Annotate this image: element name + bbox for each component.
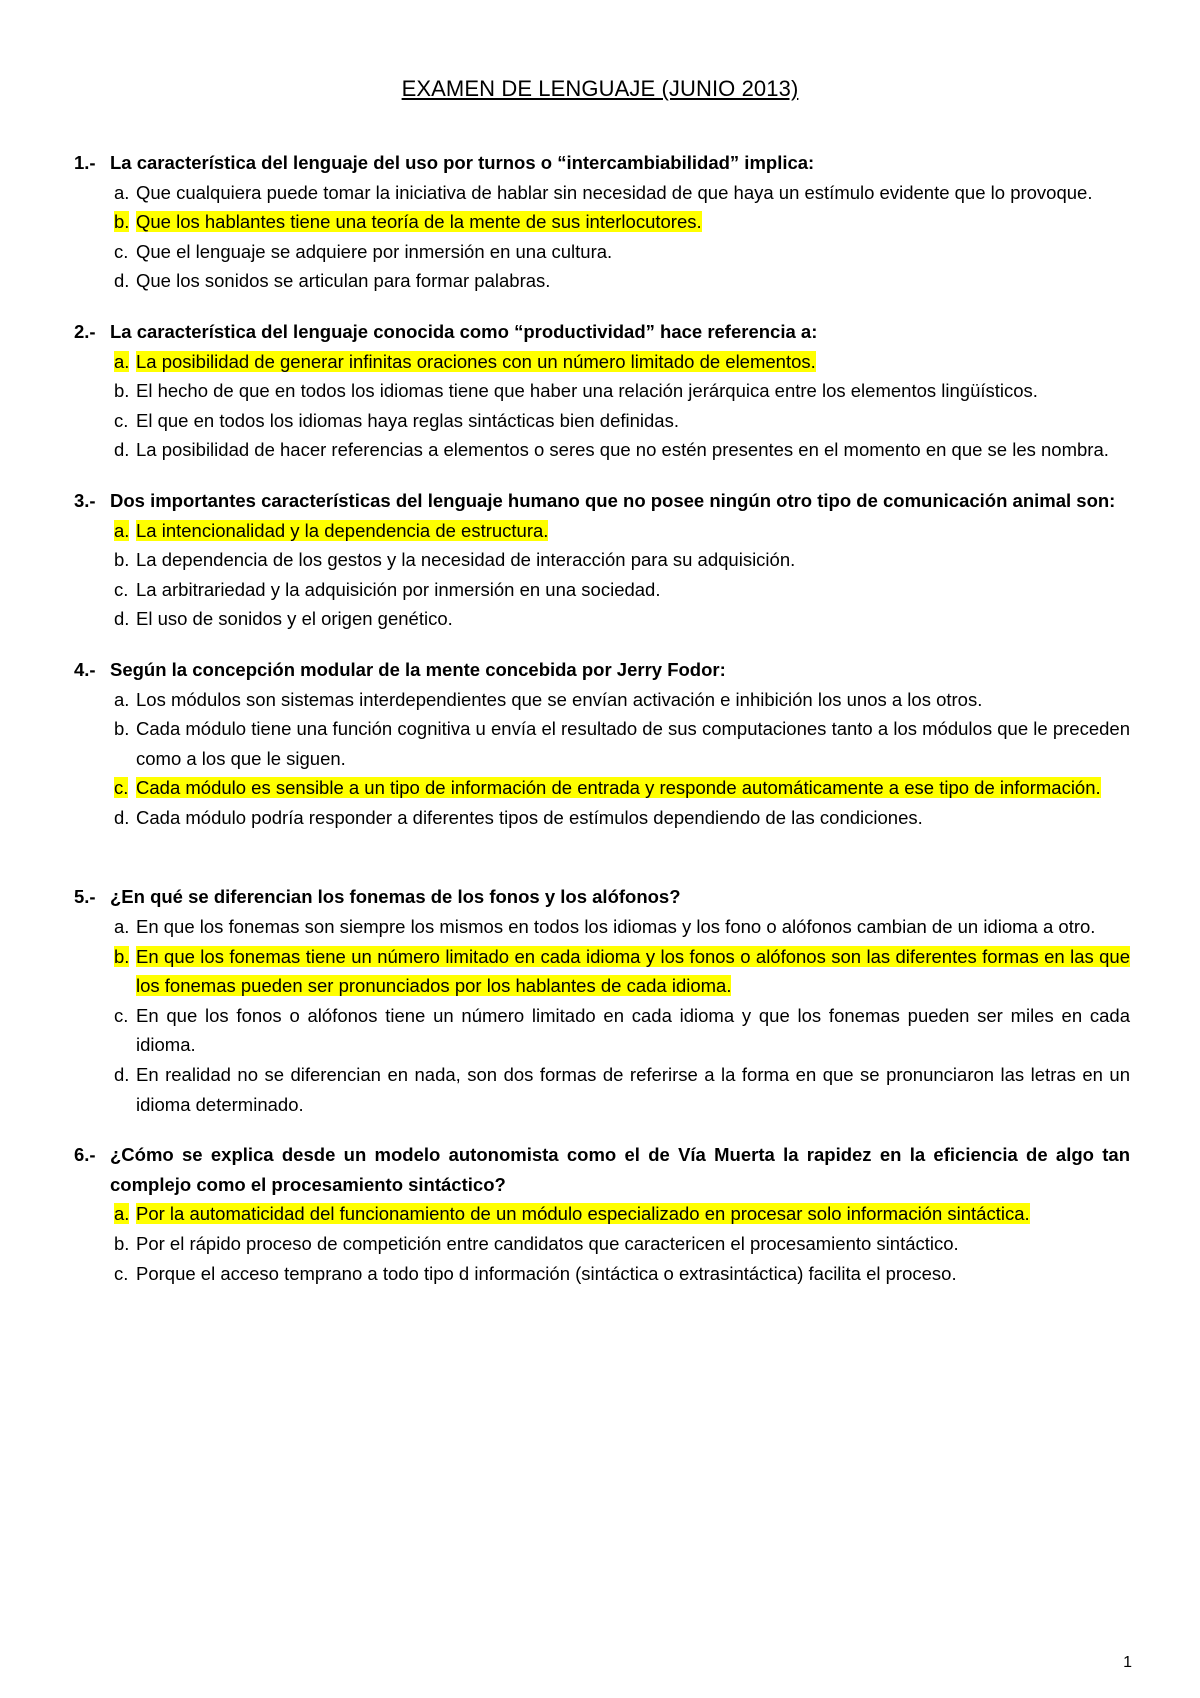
option-text: La posibilidad de hacer referencias a elementos o seres que no estén presentes en el momento en que se les nombra. [136,439,1109,461]
answer-option-correct [114,347,1130,377]
option-text: La arbitrariedad y la adquisición por inmersión en una sociedad. [136,578,661,600]
answer-option [114,575,1130,605]
question-number: 3.- [74,489,96,511]
answer-option-correct [114,773,1130,803]
answer-option [114,237,1130,267]
answer-option [114,1259,1130,1289]
option-text: La dependencia de los gestos y la necesidad de interacción para su adquisición. [136,549,796,571]
answer-option [114,435,1130,465]
option-letter: b. [114,211,130,233]
answer-option [114,376,1130,406]
answer-option [114,912,1130,942]
option-letter: b. [114,945,130,967]
option-text: Que el lenguaje se adquiere por inmersión en una cultura. [136,240,613,262]
option-letter: d. [114,608,130,630]
option-letter: c. [114,240,129,262]
option-text: Cada módulo es sensible a un tipo de información de entrada y responde automáticamente a ese tipo de información. [136,777,1101,799]
option-letter: a. [114,1203,130,1225]
option-text: En realidad no se diferencian en nada, son dos formas de referirse a la forma en que se pronunciaron las letras en un idioma determinado. [136,1064,1130,1115]
option-letter: a. [114,350,130,372]
answer-option-correct [114,516,1130,546]
option-text: Porque el acceso temprano a todo tipo d información (sintáctica o extrasintáctica) facilita el proceso. [136,1262,957,1284]
answer-option [114,685,1130,715]
question-5 [74,882,1130,1119]
question-number: 6.- [74,1144,96,1166]
answer-option-correct [114,1199,1130,1229]
question-text: La característica del lenguaje conocida como “productividad” hace referencia a: [110,320,818,342]
option-text: Que los sonidos se articulan para formar palabras. [136,270,551,292]
option-text: En que los fonemas tiene un número limitado en cada idioma y los fonos o alófonos son las diferentes formas en las que los fonemas pueden ser pronunciados por los hablantes de cada idioma. [136,945,1130,997]
answer-option [114,545,1130,575]
option-text: Los módulos son sistemas interdependientes que se envían activación e inhibición los unos a los otros. [136,688,983,710]
option-text: Que cualquiera puede tomar la iniciativa de hablar sin necesidad de que haya un estímulo evidente que lo provoque. [136,181,1093,203]
option-letter: a. [114,916,130,938]
question-number: 4.- [74,658,96,680]
option-letter: c. [114,409,129,431]
option-text: La posibilidad de generar infinitas oraciones con un número limitado de elementos. [136,350,816,372]
option-letter: c. [114,777,129,799]
option-text: Cada módulo tiene una función cognitiva u envía el resultado de sus computaciones tanto a los módulos que le preceden como a los que le siguen. [136,718,1130,769]
question-text: ¿En qué se diferencian los fonemas de los fonos y los alófonos? [110,886,681,908]
option-letter: b. [114,549,130,571]
option-letter: b. [114,718,130,740]
answer-option [114,604,1130,634]
option-letter: c. [114,1004,129,1026]
page-number: 1 [1123,1654,1132,1671]
option-text: La intencionalidad y la dependencia de estructura. [136,519,549,541]
question-list [74,148,1130,1309]
option-text: El que en todos los idiomas haya reglas sintácticas bien definidas. [136,409,679,431]
option-letter: c. [114,1262,129,1284]
option-letter: d. [114,270,130,292]
option-letter: b. [114,1233,130,1254]
question-heading [74,655,1130,685]
question-3 [74,486,1130,634]
question-number: 1.- [74,152,96,173]
answer-option [114,803,1130,833]
option-text: En que los fonos o alófonos tiene un número limitado en cada idioma y que los fonemas pueden ser miles en cada idioma. [136,1004,1130,1056]
option-letter: a. [114,688,130,710]
answer-option-correct [114,942,1130,1001]
option-letter: d. [114,1064,130,1086]
answer-option [114,1229,1130,1259]
option-text: El uso de sonidos y el origen genético. [136,608,453,630]
option-letter: d. [114,439,130,461]
option-text: Cada módulo podría responder a diferentes tipos de estímulos dependiendo de las condiciones. [136,806,923,828]
question-4 [74,655,1130,833]
question-number: 2.- [74,320,96,342]
question-heading [74,317,1130,347]
question-6 [74,1140,1130,1288]
answer-option [114,1060,1130,1119]
option-letter: a. [114,181,130,203]
question-2 [74,317,1130,465]
question-heading [74,486,1130,516]
question-text: Según la concepción modular de la mente concebida por Jerry Fodor: [110,658,726,680]
answer-option-correct [114,207,1130,237]
answer-option [114,714,1130,773]
option-text: El hecho de que en todos los idiomas tiene que haber una relación jerárquica entre los elementos lingüísticos. [136,380,1038,402]
question-heading [74,882,1130,912]
option-letter: a. [114,519,130,541]
option-text: Por el rápido proceso de competición entre candidatos que caractericen el procesamiento sintáctico. [136,1233,959,1254]
option-text: Por la automaticidad del funcionamiento de un módulo especializado en procesar solo información sintáctica. [136,1203,1030,1225]
page-title: EXAMEN DE LENGUAJE (JUNIO 2013) [401,76,799,101]
option-letter: c. [114,578,129,600]
answer-option [114,1001,1130,1060]
question-heading [74,1140,1130,1199]
question-text: ¿Cómo se explica desde un modelo autonomista como el de Vía Muerta la rapidez en la eficiencia de algo tan complejo como el procesamiento sintáctico? [110,1144,1130,1195]
question-heading [74,148,1130,178]
answer-option [114,406,1130,436]
option-text: En que los fonemas son siempre los mismos en todos los idiomas y los fono o alófonos cambian de un idioma a otro. [136,916,1096,938]
option-text: Que los hablantes tiene una teoría de la mente de sus interlocutores. [136,211,702,233]
answer-option [114,266,1130,296]
question-number: 5.- [74,886,96,908]
question-text: La característica del lenguaje del uso por turnos o “intercambiabilidad” implica: [110,152,815,173]
option-letter: b. [114,380,130,402]
answer-option [114,178,1130,208]
question-text: Dos importantes características del lenguaje humano que no posee ningún otro tipo de comunicación animal son: [110,489,1116,511]
question-1 [74,148,1130,296]
option-letter: d. [114,806,130,828]
